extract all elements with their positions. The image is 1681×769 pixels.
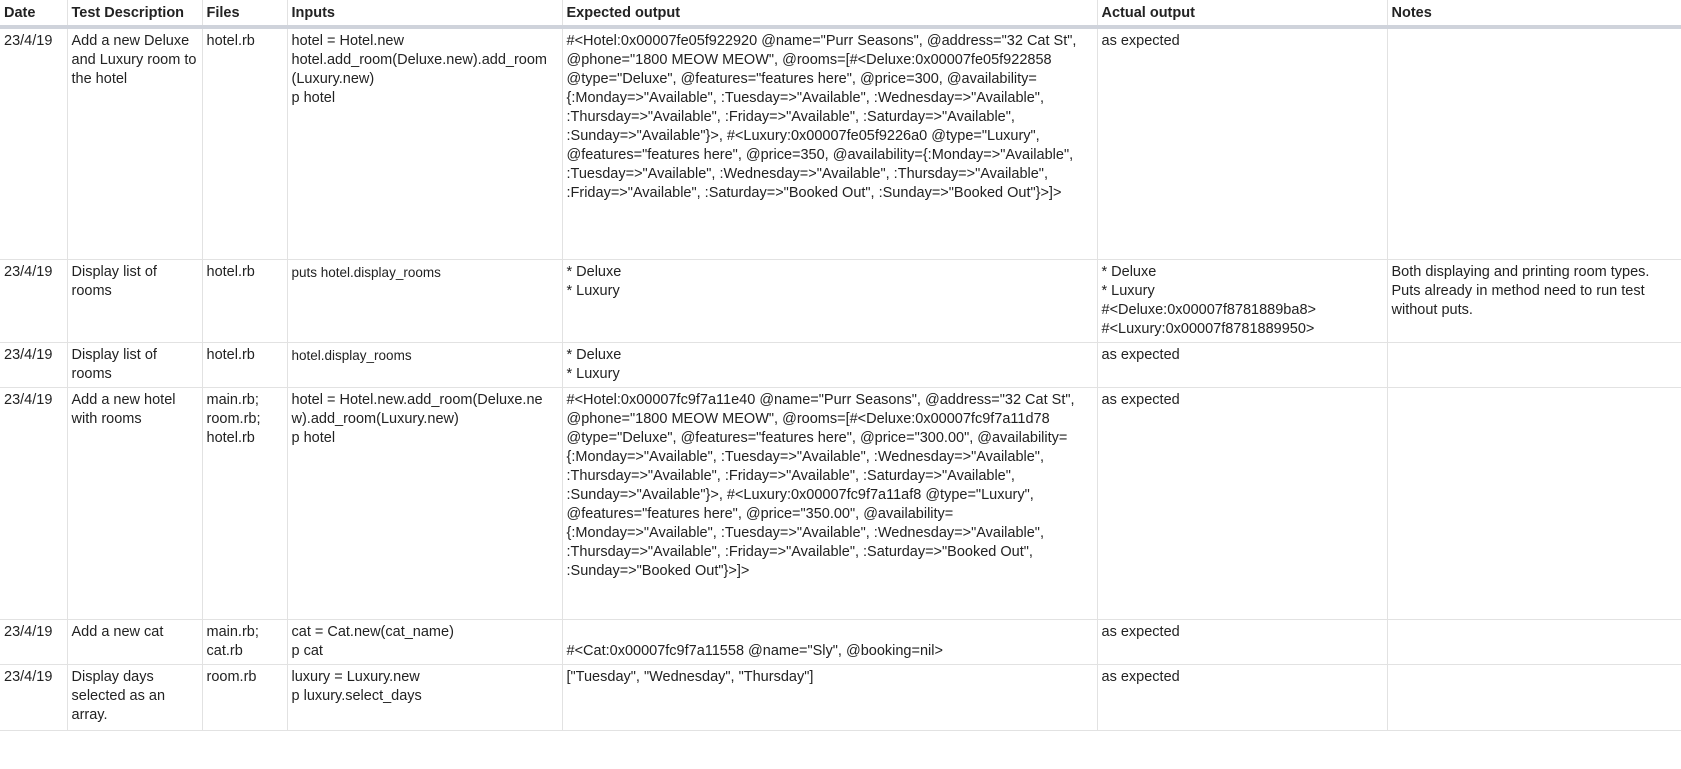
cell-date[interactable]: 23/4/19 [0,27,67,259]
cell-expected[interactable]: * Deluxe * Luxury [562,342,1097,387]
cell-files[interactable]: main.rb; cat.rb [202,619,287,664]
cell-notes[interactable] [1387,619,1681,664]
cell-files[interactable]: hotel.rb [202,259,287,342]
header-expected[interactable]: Expected output [562,0,1097,27]
table-row [0,259,1681,342]
cell-inputs[interactable]: hotel = Hotel.new.add_room(Deluxe.new).add_room(Luxury.new) p hotel [287,387,562,619]
cell-files[interactable]: hotel.rb [202,342,287,387]
cell-expected[interactable]: ["Tuesday", "Wednesday", "Thursday"] [562,664,1097,730]
cell-actual[interactable]: as expected [1097,387,1387,619]
header-notes[interactable]: Notes [1387,0,1681,27]
cell-description[interactable]: Display list of rooms [67,342,202,387]
table-row [0,27,1681,259]
cell-date[interactable]: 23/4/19 [0,259,67,342]
cell-expected[interactable]: #<Hotel:0x00007fc9f7a11e40 @name="Purr Seasons", @address="32 Cat St", @phone="1800 MEOW MEOW", @rooms=[#<Deluxe:0x00007fc9f7a11d78 @type="Deluxe", @features="features here", @price="300.00", @availability={:Monday=>"Available", :Tuesday=>"Available", :Wednesday=>"Available", :Thursday=>"Available", :Friday=>"Available", :Saturday=>"Available", :Sunday=>"Available"}>, #<Luxury:0x00007fc9f7a11af8 @type="Luxury", @features="features here", @price="350.00", @availability={:Monday=>"Available", :Tuesday=>"Available", :Wednesday=>"Available", :Thursday=>"Available", :Friday=>"Available", :Saturday=>"Booked Out", :Sunday=>"Booked Out"}>]> [562,387,1097,619]
header-description[interactable]: Test Description [67,0,202,27]
cell-notes[interactable] [1387,664,1681,730]
cell-actual[interactable]: as expected [1097,664,1387,730]
cell-date[interactable]: 23/4/19 [0,619,67,664]
cell-actual[interactable]: * Deluxe * Luxury #<Deluxe:0x00007f8781889ba8> #<Luxury:0x00007f8781889950> [1097,259,1387,342]
cell-files[interactable]: room.rb [202,664,287,730]
cell-expected[interactable]: #<Hotel:0x00007fe05f922920 @name="Purr Seasons", @address="32 Cat St", @phone="1800 MEOW MEOW", @rooms=[#<Deluxe:0x00007fe05f922858 @type="Deluxe", @features="features here", @price=300, @availability={:Monday=>"Available", :Tuesday=>"Available", :Wednesday=>"Available", :Thursday=>"Available", :Friday=>"Available", :Saturday=>"Available", :Sunday=>"Available"}>, #<Luxury:0x00007fe05f9226a0 @type="Luxury", @features="features here", @price=350, @availability={:Monday=>"Available", :Tuesday=>"Available", :Wednesday=>"Available", :Thursday=>"Available", :Friday=>"Available", :Saturday=>"Booked Out", :Sunday=>"Booked Out"}>]> [562,27,1097,259]
header-actual[interactable]: Actual output [1097,0,1387,27]
header-inputs[interactable]: Inputs [287,0,562,27]
cell-notes[interactable] [1387,387,1681,619]
cell-expected[interactable]: #<Cat:0x00007fc9f7a11558 @name="Sly", @booking=nil> [562,619,1097,664]
cell-files[interactable]: main.rb; room.rb; hotel.rb [202,387,287,619]
cell-actual[interactable]: as expected [1097,342,1387,387]
cell-actual[interactable]: as expected [1097,27,1387,259]
cell-inputs[interactable]: hotel.display_rooms [287,342,562,387]
header-files[interactable]: Files [202,0,287,27]
header-date[interactable]: Date [0,0,67,27]
cell-description[interactable]: Add a new Deluxe and Luxury room to the hotel [67,27,202,259]
header-row [0,0,1681,27]
cell-actual[interactable]: as expected [1097,619,1387,664]
cell-inputs[interactable]: hotel = Hotel.new hotel.add_room(Deluxe.new).add_room(Luxury.new) p hotel [287,27,562,259]
cell-description[interactable]: Add a new hotel with rooms [67,387,202,619]
cell-date[interactable]: 23/4/19 [0,664,67,730]
cell-files[interactable]: hotel.rb [202,27,287,259]
cell-inputs[interactable]: puts hotel.display_rooms [287,259,562,342]
table-row [0,342,1681,387]
cell-inputs[interactable]: cat = Cat.new(cat_name) p cat [287,619,562,664]
cell-date[interactable]: 23/4/19 [0,387,67,619]
table-row [0,619,1681,664]
cell-inputs[interactable]: luxury = Luxury.new p luxury.select_days [287,664,562,730]
cell-description[interactable]: Add a new cat [67,619,202,664]
table-row [0,387,1681,619]
cell-description[interactable]: Display days selected as an array. [67,664,202,730]
cell-notes[interactable]: Both displaying and printing room types. Puts already in method need to run test without puts. [1387,259,1681,342]
cell-date[interactable]: 23/4/19 [0,342,67,387]
cell-description[interactable]: Display list of rooms [67,259,202,342]
cell-notes[interactable] [1387,27,1681,259]
cell-notes[interactable] [1387,342,1681,387]
cell-expected[interactable]: * Deluxe * Luxury [562,259,1097,342]
table-row [0,664,1681,730]
